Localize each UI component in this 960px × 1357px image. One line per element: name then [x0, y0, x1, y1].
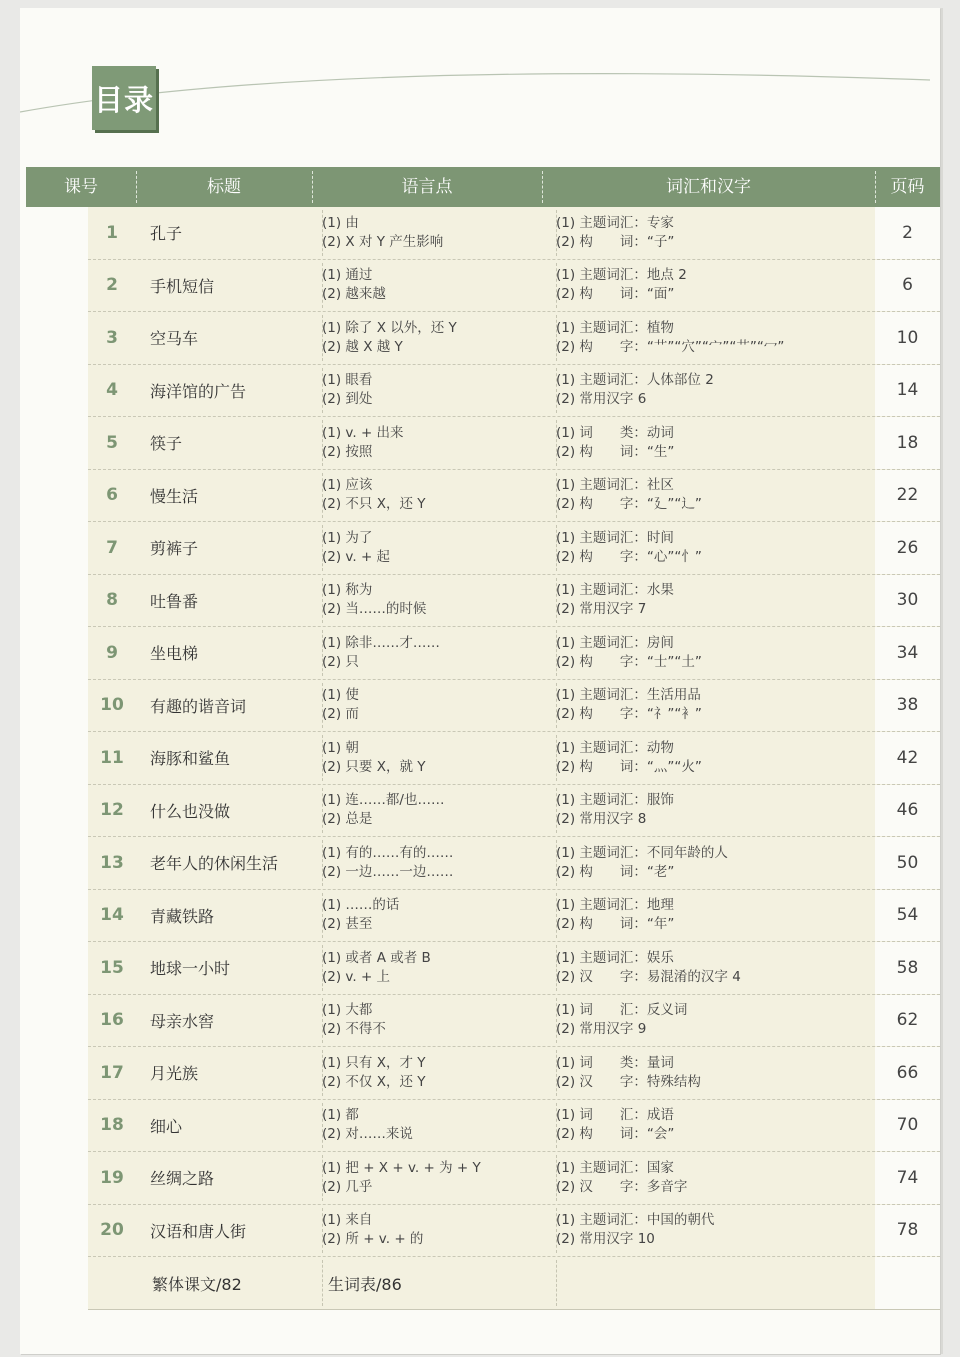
lesson-title: 有趣的谐音词 — [150, 696, 247, 716]
language-points — [322, 365, 542, 417]
vocab-point: (1) 主题词汇：地理 — [556, 897, 674, 914]
language-points — [322, 1152, 542, 1204]
lesson-number: 2 — [106, 275, 118, 296]
language-points — [322, 1205, 542, 1257]
language-point: (2) 不仅 X，还 Y — [322, 1073, 426, 1090]
language-point: (1) ……的话 — [322, 897, 400, 914]
vocab-point: (2) 构 词：“面” — [556, 286, 675, 303]
language-point: (1) 把 + X + v. + 为 + Y — [322, 1159, 481, 1176]
language-point: (2) X 对 Y 产生影响 — [322, 233, 444, 250]
page-number: 26 — [875, 522, 940, 574]
page-number: 34 — [875, 627, 940, 679]
language-point: (2) 甚至 — [322, 916, 373, 933]
table-row[interactable] — [88, 207, 940, 260]
lesson-title: 筷子 — [150, 434, 183, 454]
language-point: (2) 所 + v. + 的 — [322, 1231, 424, 1248]
vocab-point: (2) 构 字：“心”“忄” — [556, 548, 702, 565]
lesson-number: 20 — [100, 1220, 124, 1241]
table-row[interactable] — [88, 995, 940, 1048]
lesson-title: 汉语和唐人街 — [150, 1221, 247, 1241]
vocab-points — [556, 260, 871, 312]
vocab-point: (1) 主题词汇：社区 — [556, 477, 674, 494]
lesson-number: 10 — [100, 695, 124, 716]
vocab-points — [556, 522, 871, 574]
lesson-title: 海豚和鲨鱼 — [150, 749, 231, 769]
language-point: (1) 朝 — [322, 739, 359, 756]
lesson-number: 1 — [106, 222, 118, 243]
table-row[interactable] — [88, 785, 940, 838]
vocab-points — [556, 890, 871, 942]
language-point: (1) 由 — [322, 214, 359, 231]
vocab-point: (1) 主题词汇：房间 — [556, 634, 674, 651]
vocab-point: (2) 构 字：“艹”“穴”“宀”“艹”“冖” — [556, 338, 785, 355]
language-points — [322, 1100, 542, 1152]
lesson-title: 老年人的休闲生活 — [150, 854, 279, 874]
table-row[interactable] — [88, 260, 940, 313]
language-points — [322, 260, 542, 312]
vocab-point: (2) 汉 字：易混淆的汉字 4 — [556, 968, 741, 985]
language-point: (2) 当……的时候 — [322, 601, 427, 618]
lesson-title: 孔子 — [150, 224, 183, 244]
page-number: 2 — [875, 207, 940, 259]
vocab-points — [556, 312, 871, 364]
table-row[interactable] — [88, 1100, 940, 1153]
table-header — [26, 167, 940, 207]
vocab-point: (2) 常用汉字 9 — [556, 1021, 647, 1038]
vocab-points — [556, 1047, 871, 1099]
vocab-point: (1) 主题词汇：人体部位 2 — [556, 372, 714, 389]
language-point: (1) 连……都/也…… — [322, 792, 445, 809]
vocab-point: (1) 主题词汇：国家 — [556, 1159, 674, 1176]
vocab-point: (2) 构 字：“士”“土” — [556, 653, 702, 670]
language-point: (1) 称为 — [322, 582, 373, 599]
vocab-point: (2) 构 词：“年” — [556, 916, 675, 933]
vocab-points — [556, 365, 871, 417]
lesson-number: 16 — [100, 1010, 124, 1031]
table-row[interactable] — [88, 627, 940, 680]
vocab-point: (1) 主题词汇：专家 — [556, 214, 674, 231]
language-points — [322, 522, 542, 574]
language-points — [322, 732, 542, 784]
vocab-point: (2) 构 词：“灬”“火” — [556, 758, 702, 775]
vocab-point: (1) 主题词汇：服饰 — [556, 792, 674, 809]
page-number: 70 — [875, 1100, 940, 1152]
language-point: (1) 眼看 — [322, 372, 373, 389]
lesson-number: 15 — [100, 957, 124, 978]
vocab-point: (1) 主题词汇：中国的朝代 — [556, 1212, 715, 1229]
language-point: (2) 一边……一边…… — [322, 863, 454, 880]
language-point: (1) 大都 — [322, 1002, 373, 1019]
table-row[interactable] — [88, 942, 940, 995]
vocab-point: (1) 主题词汇：娱乐 — [556, 949, 674, 966]
header-language-points: 语言点 — [401, 177, 453, 197]
vocab-point: (1) 主题词汇：地点 2 — [556, 267, 687, 284]
page-number: 38 — [875, 680, 940, 732]
language-points — [322, 942, 542, 994]
lesson-title: 丝绸之路 — [150, 1169, 215, 1189]
table-row[interactable] — [88, 470, 940, 523]
vocab-points — [556, 207, 871, 259]
vocab-point: (1) 词 类：动词 — [556, 424, 674, 441]
table-row[interactable] — [88, 680, 940, 733]
table-row[interactable] — [88, 312, 940, 365]
vocab-point: (2) 构 词：“老” — [556, 863, 675, 880]
lesson-number: 18 — [100, 1115, 124, 1136]
lesson-number: 14 — [100, 905, 124, 926]
lesson-title: 海洋馆的广告 — [150, 381, 247, 401]
vocab-point: (2) 常用汉字 6 — [556, 391, 647, 408]
language-points — [322, 207, 542, 259]
vocab-point: (1) 词 汇：成语 — [556, 1107, 674, 1124]
table-row[interactable] — [88, 1047, 940, 1100]
page-number: 30 — [875, 575, 940, 627]
lesson-title: 坐电梯 — [150, 644, 199, 664]
vocab-points — [556, 837, 871, 889]
language-point: (2) 到处 — [322, 391, 373, 408]
vocab-points — [556, 1152, 871, 1204]
vocab-points — [556, 470, 871, 522]
language-points — [322, 995, 542, 1047]
language-point: (2) 几乎 — [322, 1178, 373, 1195]
page-number: 50 — [875, 837, 940, 889]
language-point: (2) 按照 — [322, 443, 373, 460]
table-row[interactable] — [88, 522, 940, 575]
lesson-number: 12 — [100, 800, 124, 821]
vocab-point: (1) 词 类：量词 — [556, 1054, 674, 1071]
page-number: 62 — [875, 995, 940, 1047]
vocab-points — [556, 680, 871, 732]
page-number: 66 — [875, 1047, 940, 1099]
traditional-text-link[interactable]: 繁体课文/82 — [152, 1274, 242, 1294]
header-vocabulary: 词汇和汉字 — [666, 177, 751, 197]
lesson-number: 3 — [106, 327, 118, 348]
vocab-points — [556, 1205, 871, 1257]
lesson-title: 慢生活 — [150, 486, 199, 506]
vocab-point: (1) 主题词汇：时间 — [556, 529, 674, 546]
lesson-title: 空马车 — [150, 329, 199, 349]
vocab-point: (1) 主题词汇：不同年龄的人 — [556, 844, 728, 861]
language-points — [322, 785, 542, 837]
vocab-point: (2) 构 词：“会” — [556, 1126, 675, 1143]
glossary-link[interactable]: 生词表/86 — [328, 1274, 402, 1294]
page-number: 46 — [875, 785, 940, 837]
language-point: (2) 对……来说 — [322, 1126, 413, 1143]
vocab-points — [556, 732, 871, 784]
language-points — [322, 890, 542, 942]
language-point: (2) 总是 — [322, 811, 373, 828]
vocab-point: (2) 汉 字：特殊结构 — [556, 1073, 701, 1090]
language-point: (2) 只 — [322, 653, 359, 670]
lesson-number: 8 — [106, 590, 118, 611]
lesson-number: 13 — [100, 852, 124, 873]
header-lesson-number: 课号 — [64, 177, 98, 197]
language-point: (1) 使 — [322, 687, 359, 704]
language-point: (2) 不得不 — [322, 1021, 386, 1038]
page-number: 78 — [875, 1205, 940, 1257]
vocab-points — [556, 627, 871, 679]
lesson-title: 细心 — [150, 1116, 183, 1136]
vocab-point: (1) 主题词汇：植物 — [556, 319, 674, 336]
vocab-point: (2) 常用汉字 10 — [556, 1231, 655, 1248]
table-row[interactable] — [88, 575, 940, 628]
toc-page — [20, 8, 940, 1354]
language-point: (1) v. + 出来 — [322, 424, 404, 441]
lesson-title: 地球一小时 — [150, 959, 231, 979]
page-number: 10 — [875, 312, 940, 364]
decorative-curve — [20, 8, 940, 168]
lesson-title: 母亲水窖 — [150, 1011, 215, 1031]
page-number: 42 — [875, 732, 940, 784]
language-points — [322, 470, 542, 522]
language-points — [322, 680, 542, 732]
page-number: 54 — [875, 890, 940, 942]
page-number: 58 — [875, 942, 940, 994]
language-point: (2) 越 X 越 Y — [322, 338, 403, 355]
language-points — [322, 837, 542, 889]
lesson-title: 剪裤子 — [150, 539, 199, 559]
header-page: 页码 — [890, 177, 925, 197]
vocab-point: (2) 常用汉字 8 — [556, 811, 647, 828]
vocab-points — [556, 417, 871, 469]
lesson-title: 月光族 — [150, 1064, 199, 1084]
page-number: 14 — [875, 365, 940, 417]
language-point: (1) 应该 — [322, 477, 373, 494]
vocab-points — [556, 995, 871, 1047]
language-point: (1) 除了 X 以外，还 Y — [322, 319, 457, 336]
vocab-point: (2) 构 字：“礻”“衤” — [556, 706, 702, 723]
lesson-number: 7 — [106, 537, 118, 558]
lesson-title: 手机短信 — [150, 276, 215, 296]
table-row[interactable] — [88, 837, 940, 890]
language-point: (1) 只有 X，才 Y — [322, 1054, 426, 1071]
language-point: (2) v. + 起 — [322, 548, 391, 565]
table-row[interactable] — [88, 1205, 940, 1258]
vocab-points — [556, 785, 871, 837]
lesson-number: 6 — [106, 485, 118, 506]
language-point: (2) 而 — [322, 706, 359, 723]
vocab-points — [556, 575, 871, 627]
language-point: (2) 只要 X，就 Y — [322, 758, 426, 775]
lesson-number: 9 — [106, 642, 118, 663]
vocab-point: (1) 主题词汇：水果 — [556, 582, 674, 599]
toc-table — [26, 167, 940, 1310]
table-row[interactable] — [88, 890, 940, 943]
vocab-point: (2) 汉 字：多音字 — [556, 1178, 688, 1195]
language-point: (2) v. + 上 — [322, 968, 391, 985]
language-points — [322, 417, 542, 469]
lesson-number: 17 — [100, 1062, 124, 1083]
appendix-row[interactable] — [88, 1257, 940, 1310]
table-row[interactable] — [88, 365, 940, 418]
language-points — [322, 312, 542, 364]
language-point: (1) 或者 A 或者 B — [322, 949, 431, 966]
language-point: (1) 除非……才…… — [322, 634, 440, 651]
language-point: (2) 不只 X，还 Y — [322, 496, 426, 513]
lesson-number: 19 — [100, 1167, 124, 1188]
page-title: 目录 — [92, 66, 156, 130]
header-title: 标题 — [207, 177, 241, 197]
page-number: 74 — [875, 1152, 940, 1204]
table-row[interactable] — [88, 417, 940, 470]
lesson-title: 吐鲁番 — [150, 591, 199, 611]
vocab-points — [556, 1100, 871, 1152]
lesson-number: 5 — [106, 432, 118, 453]
language-points — [322, 627, 542, 679]
page-number: 22 — [875, 470, 940, 522]
table-row[interactable] — [88, 732, 940, 785]
vocab-point: (1) 主题词汇：生活用品 — [556, 687, 701, 704]
page-number: 18 — [875, 417, 940, 469]
language-point: (2) 越来越 — [322, 286, 386, 303]
vocab-point: (1) 主题词汇：动物 — [556, 739, 674, 756]
vocab-point: (1) 词 汇：反义词 — [556, 1002, 688, 1019]
vocab-point: (2) 常用汉字 7 — [556, 601, 647, 618]
lesson-rows — [26, 207, 940, 1257]
lesson-title: 青藏铁路 — [150, 906, 215, 926]
language-points — [322, 575, 542, 627]
vocab-point: (2) 构 词：“生” — [556, 443, 675, 460]
language-point: (1) 有的……有的…… — [322, 844, 454, 861]
language-point: (1) 来自 — [322, 1212, 373, 1229]
lesson-number: 4 — [106, 380, 118, 401]
vocab-point: (2) 构 词：“子” — [556, 233, 675, 250]
lesson-title: 什么也没做 — [150, 801, 231, 821]
language-point: (1) 都 — [322, 1107, 359, 1124]
language-point: (1) 为了 — [322, 529, 373, 546]
page-number: 6 — [875, 260, 940, 312]
lesson-number: 11 — [100, 747, 124, 768]
vocab-point: (2) 构 字：“廴”“辶” — [556, 496, 702, 513]
language-point: (1) 通过 — [322, 267, 373, 284]
language-points — [322, 1047, 542, 1099]
table-row[interactable] — [88, 1152, 940, 1205]
vocab-points — [556, 942, 871, 994]
